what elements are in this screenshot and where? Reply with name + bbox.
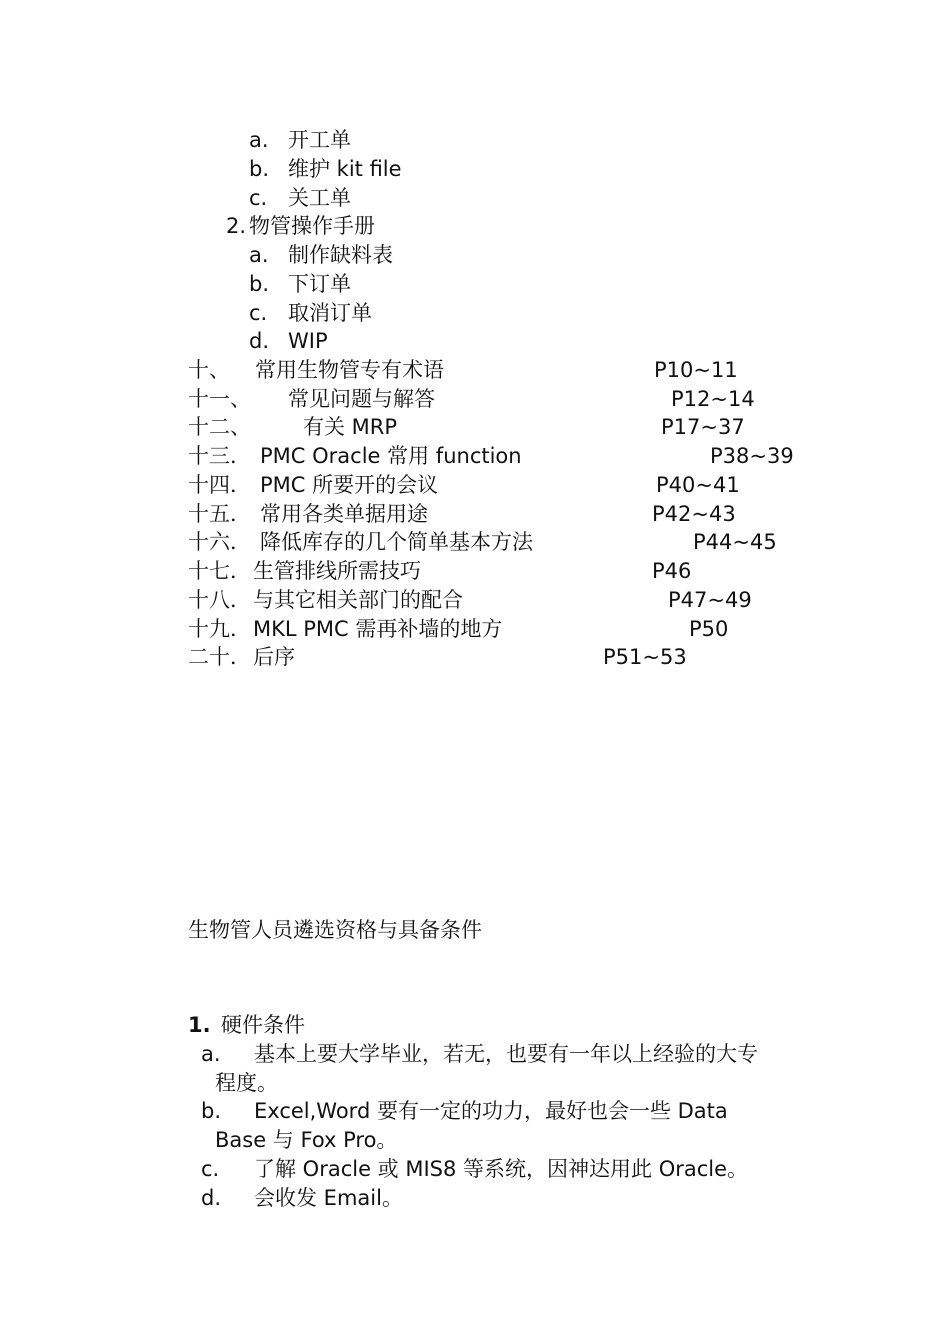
list-item-text: 下订单 (288, 272, 351, 296)
toc-number: 二十． (188, 645, 251, 669)
toc-page: P51~53 (603, 645, 687, 669)
list-label: b. (249, 272, 270, 296)
toc-number: 十六． (188, 530, 251, 554)
list-item-text: 会收发 Email。 (254, 1186, 403, 1210)
list-item-text: 了解 Oracle 或 MIS8 等系统，因神达用此 Oracle。 (254, 1157, 749, 1181)
toc-number: 十五． (188, 502, 251, 526)
list-item (249, 126, 269, 154)
list-item-text: 维护 kit file (288, 157, 402, 181)
list-label: d. (249, 329, 270, 353)
toc-number: 十三． (188, 444, 251, 468)
toc-page: P42~43 (652, 502, 736, 526)
list-item-text: 制作缺料表 (288, 243, 393, 267)
list-item-text: Excel,Word 要有一定的功力，最好也会一些 Data (254, 1099, 728, 1123)
toc-number: 十、 (188, 358, 230, 382)
list-label: c. (249, 301, 268, 325)
toc-page: P47~49 (668, 588, 752, 612)
list-label: d. (201, 1186, 222, 1210)
toc-page: P46 (652, 559, 692, 583)
toc-number: 十七． (188, 559, 251, 583)
toc-page: P50 (689, 617, 729, 641)
toc-title: MKL PMC 需再补墙的地方 (253, 617, 503, 641)
list-item-text: WIP (288, 329, 328, 353)
toc-title: 生管排线所需技巧 (253, 559, 421, 583)
toc-title: 常用生物管专有术语 (255, 358, 444, 382)
toc-title: 降低库存的几个简单基本方法 (260, 530, 533, 554)
list-item-text: 开工单 (288, 128, 351, 152)
list-item-text: 关工单 (288, 186, 351, 210)
hardware-number: 1. (188, 1013, 211, 1037)
toc-number: 十八． (188, 588, 251, 612)
list-item-continuation: 程度。 (215, 1071, 278, 1095)
section-number: 2. (226, 214, 247, 238)
toc-title: PMC 所要开的会议 (260, 473, 439, 497)
toc-page: P44~45 (693, 530, 777, 554)
toc-page: P40~41 (656, 473, 740, 497)
list-label: a. (201, 1042, 221, 1066)
list-label: a. (249, 128, 269, 152)
section-title: 物管操作手册 (249, 214, 375, 238)
hardware-title: 硬件条件 (221, 1013, 305, 1037)
section-heading: 生物管人员遴选资格与具备条件 (188, 918, 482, 942)
toc-number: 十二、 (188, 415, 251, 439)
toc-title: 常用各类单据用途 (260, 502, 428, 526)
toc-title: 常见问题与解答 (288, 387, 435, 411)
toc-title: 与其它相关部门的配合 (253, 588, 463, 612)
list-item-continuation: Base 与 Fox Pro。 (215, 1128, 398, 1152)
list-label: b. (201, 1099, 222, 1123)
list-label: c. (249, 186, 268, 210)
toc-page: P17~37 (661, 415, 745, 439)
toc-number: 十四． (188, 473, 251, 497)
list-label: b. (249, 157, 270, 181)
toc-page: P10~11 (654, 358, 738, 382)
list-item-text: 取消订单 (288, 301, 372, 325)
toc-page: P12~14 (671, 387, 755, 411)
toc-page: P38~39 (710, 444, 794, 468)
toc-number: 十九． (188, 617, 251, 641)
toc-title: 有关 MRP (303, 415, 398, 439)
list-item-text: 基本上要大学毕业，若无，也要有一年以上经验的大专 (254, 1042, 758, 1066)
toc-number: 十一、 (188, 387, 251, 411)
list-label: a. (249, 243, 269, 267)
toc-title: 后序 (253, 645, 295, 669)
list-label: c. (201, 1157, 220, 1181)
toc-title: PMC Oracle 常用 function (260, 444, 522, 468)
